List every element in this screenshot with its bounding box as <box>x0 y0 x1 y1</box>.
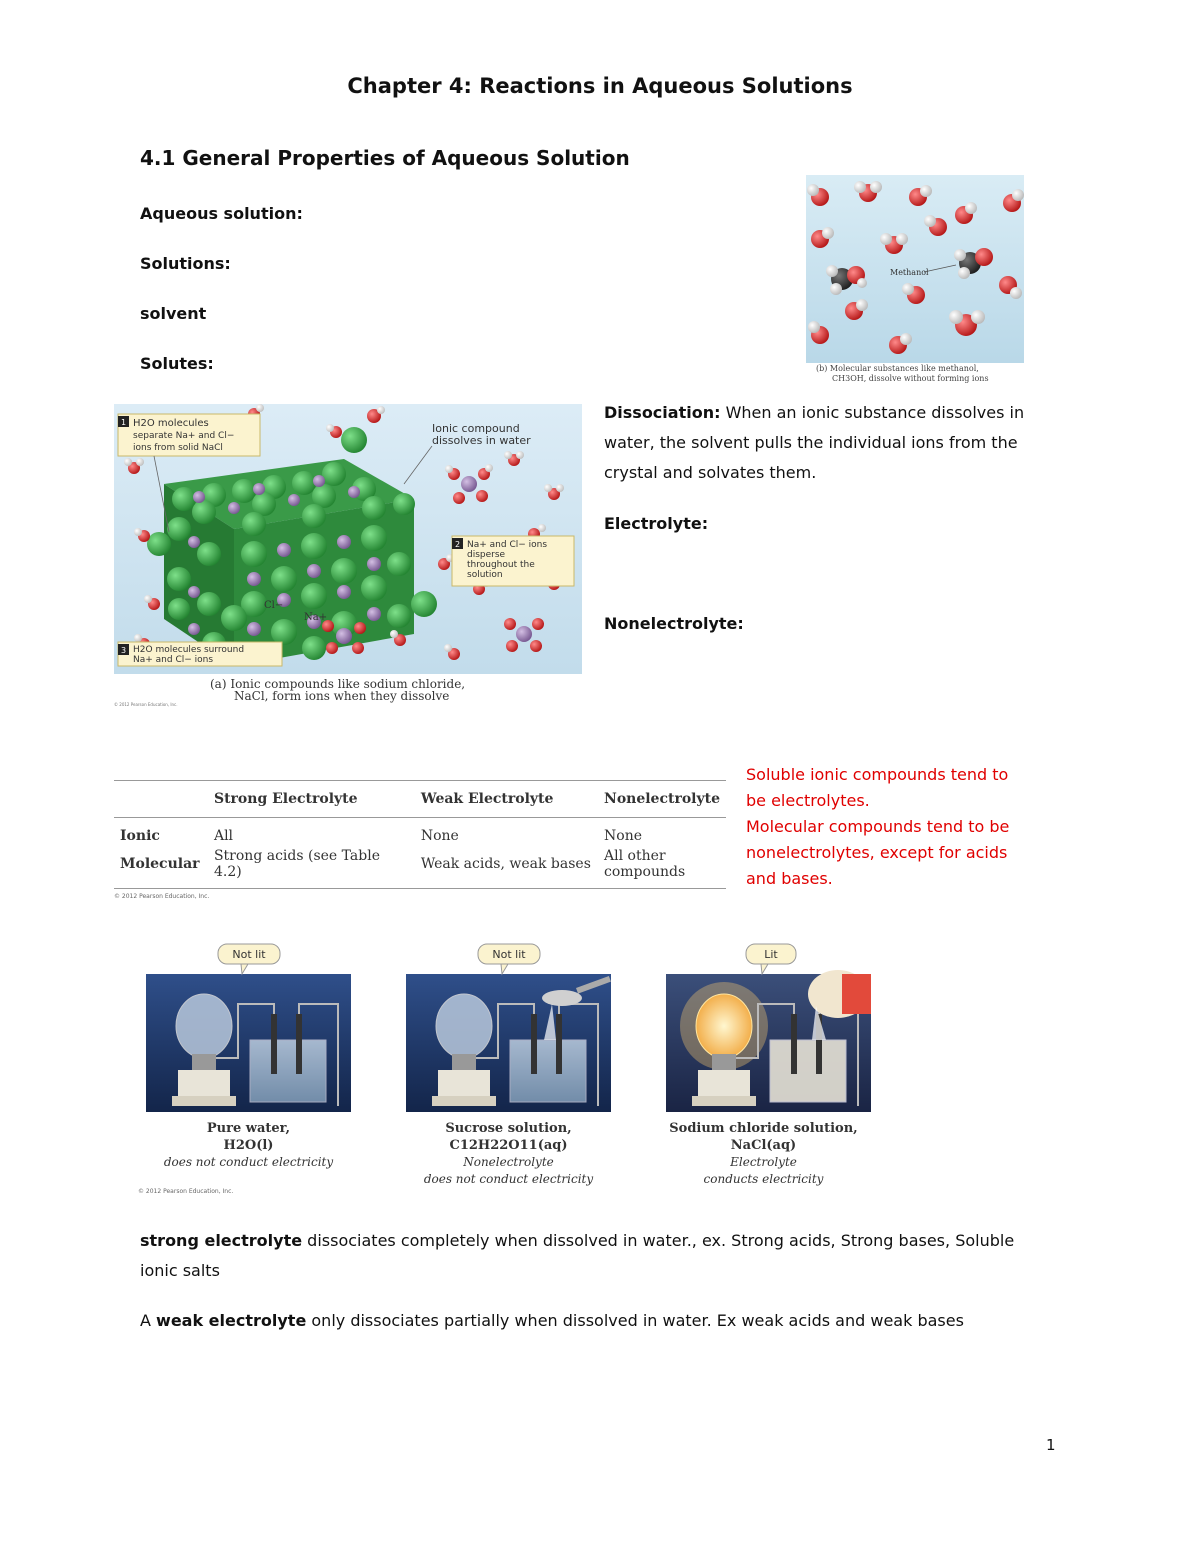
table-cell: None <box>420 828 459 844</box>
page-number: 1 <box>1046 1436 1056 1454</box>
weak-electrolyte-paragraph <box>140 1306 1060 1336</box>
callout2-line2: disperse <box>467 550 506 560</box>
red-note-line3: Molecular compounds tend to be <box>746 817 1010 836</box>
callout1-line3: ions from solid NaCl <box>133 443 223 453</box>
dissolves-label: dissolves in water <box>432 434 531 447</box>
table-cell: Molecular <box>120 856 200 872</box>
bulb3-caption <box>651 1120 876 1188</box>
callout2-line3: throughout the <box>467 560 535 570</box>
methanol-caption-line1: (b) Molecular substances like methanol, <box>816 364 979 373</box>
bulbs-copyright: © 2012 Pearson Education, Inc. <box>138 1188 234 1195</box>
methanol-figure <box>806 175 1024 385</box>
ionic-compound-label: Ionic compound <box>432 422 520 435</box>
nacl-dissolution-figure <box>114 404 582 710</box>
term-nonelectrolyte: Nonelectrolyte: <box>604 614 744 633</box>
bulb2-caption-line2: C12H22O11(aq) <box>449 1138 568 1153</box>
bulb1-caption-line3: does not conduct electricity <box>163 1155 334 1169</box>
bulb2-status: Not lit <box>492 948 526 961</box>
table-header-nonelectrolyte: Nonelectrolyte <box>604 791 720 807</box>
table-row <box>114 818 726 847</box>
conductivity-figures <box>138 940 876 1200</box>
bulb3-caption-line4: conducts electricity <box>703 1172 824 1186</box>
bulb-sucrose <box>406 940 611 1112</box>
term-solutes: Solutes: <box>140 354 214 373</box>
callout1-line2: separate Na+ and Cl− <box>133 431 235 441</box>
electrolyte-table <box>114 780 726 900</box>
nacl-caption-line2: NaCl, form ions when they dissolve <box>234 689 450 703</box>
dissociation-term: Dissociation: <box>604 403 721 422</box>
page-title: Chapter 4: Reactions in Aqueous Solutions <box>347 74 853 98</box>
bulb3-status: Lit <box>764 948 778 961</box>
strong-electrolyte-term: strong electrolyte <box>140 1231 303 1250</box>
weak-electrolyte-text: only dissociates partially when dissolved in water. Ex weak acids and weak bases <box>306 1311 964 1330</box>
bulb1-caption-line2: H2O(l) <box>223 1138 274 1153</box>
bulb3-caption-line3: Electrolyte <box>730 1155 797 1169</box>
table-cell: None <box>604 828 642 844</box>
strong-electrolyte-text: dissociates completely when dissolved in water., ex. Strong acids, Strong bases, Soluble ionic salts <box>140 1231 1015 1280</box>
methanol-label: Methanol <box>890 268 929 277</box>
term-electrolyte: Electrolyte: <box>604 514 709 533</box>
nacl-copyright: © 2012 Pearson Education, Inc. <box>114 702 178 707</box>
bulb1-caption <box>146 1120 351 1171</box>
callout2-line4: solution <box>467 570 503 580</box>
table-cell: Ionic <box>120 828 160 844</box>
term-aqueous-solution: Aqueous solution: <box>140 204 303 223</box>
bulb2-caption-line1: Sucrose solution, <box>445 1121 572 1136</box>
table-cell: All other compounds <box>604 848 686 880</box>
methanol-caption-line2: CH3OH, dissolve without forming ions <box>832 374 989 383</box>
red-note-line1: Soluble ionic compounds tend to <box>746 765 1009 784</box>
red-note <box>746 762 1066 892</box>
nacl-caption-line1: (a) Ionic compounds like sodium chloride, <box>210 677 466 691</box>
na-label: Na+ <box>304 612 328 623</box>
bulb2-caption-line3: Nonelectrolyte <box>463 1155 554 1169</box>
dissociation-paragraph <box>604 398 1074 488</box>
callout3-line1: H2O molecules surround <box>133 645 245 655</box>
bulb2-caption <box>396 1120 621 1188</box>
table-header-weak: Weak Electrolyte <box>420 791 554 807</box>
term-solutions: Solutions: <box>140 254 231 273</box>
callout1-number: 1 <box>121 418 127 427</box>
table-cell: Weak acids, weak bases <box>420 856 591 872</box>
table-cell: Strong acids (see Table 4.2) <box>213 848 380 880</box>
bulb2-caption-line4: does not conduct electricity <box>423 1172 594 1186</box>
bulb-pure-water <box>146 940 351 1112</box>
bulb3-caption-line2: NaCl(aq) <box>730 1138 797 1153</box>
methanol-illustration <box>806 175 1024 385</box>
table-header-strong: Strong Electrolyte <box>213 791 358 807</box>
table-copyright: © 2012 Pearson Education, Inc. <box>114 893 210 900</box>
callout3-number: 3 <box>121 646 127 655</box>
bulb3-caption-line1: Sodium chloride solution, <box>669 1121 858 1136</box>
term-solvent: solvent <box>140 304 207 323</box>
bulb-nacl <box>666 940 871 1112</box>
table-row <box>114 846 726 889</box>
strong-electrolyte-paragraph <box>140 1226 1040 1286</box>
weak-electrolyte-prefix: A <box>140 1311 157 1330</box>
red-note-line2: be electrolytes. <box>746 791 870 810</box>
nacl-illustration <box>114 404 582 710</box>
callout1-line1: H2O molecules <box>133 418 209 429</box>
weak-electrolyte-term: weak electrolyte <box>156 1311 307 1330</box>
callout2-number: 2 <box>455 540 461 549</box>
callout2-line1: Na+ and Cl− ions <box>467 540 548 550</box>
red-note-line4: nonelectrolytes, except for acids <box>746 843 1008 862</box>
callout3-line2: Na+ and Cl− ions <box>133 655 214 665</box>
table-cell: All <box>213 828 234 844</box>
red-note-line5: and bases. <box>746 869 833 888</box>
bulb1-caption-line1: Pure water, <box>206 1121 291 1136</box>
cl-label: Cl− <box>264 600 284 611</box>
table-header-empty <box>114 781 208 818</box>
dissociation-text: When an ionic substance dissolves in water, the solvent pulls the individual ions from the crystal and solvates them. <box>604 403 1025 482</box>
bulb1-status: Not lit <box>232 948 266 961</box>
section-heading: 4.1 General Properties of Aqueous Solution <box>140 146 630 170</box>
